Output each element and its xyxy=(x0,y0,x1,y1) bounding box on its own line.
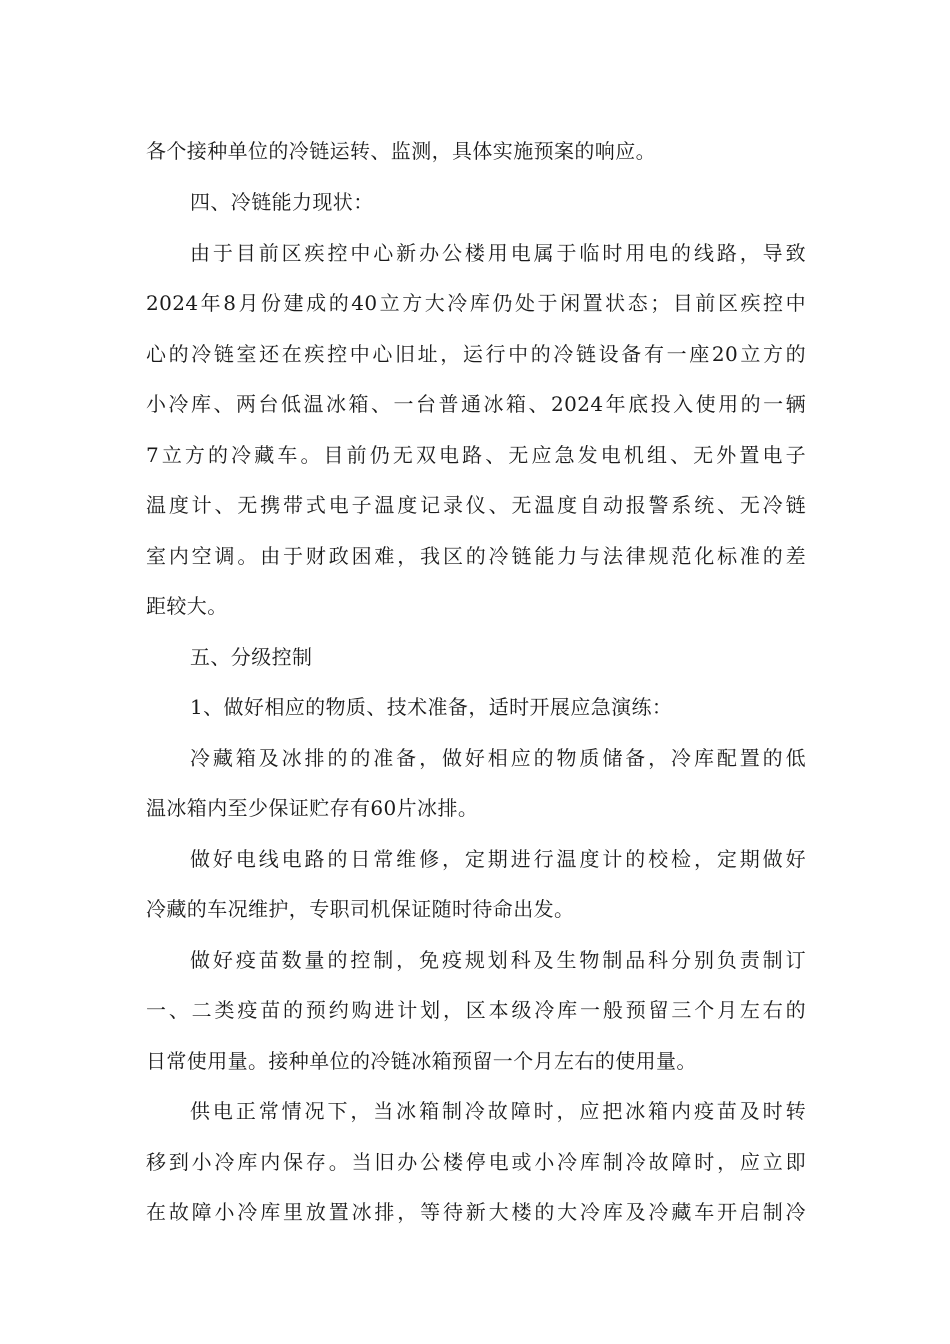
paragraph-line: 日常使用量。接种单位的冷链冰箱预留一个月左右的使用量。 xyxy=(146,1049,697,1073)
paragraph-line: 做好疫苗数量的控制，免疫规划科及生物制品科分别负责制订 xyxy=(190,948,806,972)
paragraph-line: 各个接种单位的冷链运转、监测，具体实施预案的响应。 xyxy=(146,139,656,163)
paragraph-line: 移到小冷库内保存。当旧办公楼停电或小冷库制冷故障时，应立即 xyxy=(146,1150,806,1174)
subsection-heading-1: 1、做好相应的物质、技术准备，适时开展应急演练： xyxy=(190,695,673,719)
section-heading-5: 五、分级控制 xyxy=(190,645,313,669)
paragraph-line: 室内空调。由于财政困难，我区的冷链能力与法律规范化标准的差 xyxy=(146,544,806,568)
paragraph-line: 心的冷链室还在疾控中心旧址，运行中的冷链设备有一座20立方的 xyxy=(146,342,806,366)
paragraph-line: 冷藏的车况维护，专职司机保证随时待命出发。 xyxy=(146,897,575,921)
paragraph-line: 2024年8月份建成的40立方大冷库仍处于闲置状态；目前区疾控中 xyxy=(146,291,806,315)
paragraph-line: 7立方的冷藏车。目前仍无双电路、无应急发电机组、无外置电子 xyxy=(146,443,806,467)
paragraph-line: 距较大。 xyxy=(146,594,228,618)
paragraph-line: 一、二类疫苗的预约购进计划，区本级冷库一般预留三个月左右的 xyxy=(146,998,806,1022)
paragraph-line: 做好电线电路的日常维修，定期进行温度计的校检，定期做好 xyxy=(190,847,806,871)
paragraph-line: 供电正常情况下，当冰箱制冷故障时，应把冰箱内疫苗及时转 xyxy=(190,1099,806,1123)
paragraph-line: 由于目前区疾控中心新办公楼用电属于临时用电的线路，导致 xyxy=(190,241,806,265)
paragraph-line: 冷藏箱及冰排的的准备，做好相应的物质储备，冷库配置的低 xyxy=(190,746,806,770)
paragraph-line: 温度计、无携带式电子温度记录仪、无温度自动报警系统、无冷链 xyxy=(146,493,806,517)
paragraph-line: 在故障小冷库里放置冰排，等待新大楼的大冷库及冷藏车开启制冷 xyxy=(146,1200,806,1224)
paragraph-line: 温冰箱内至少保证贮存有60片冰排。 xyxy=(146,796,479,820)
paragraph-line: 小冷库、两台低温冰箱、一台普通冰箱、2024年底投入使用的一辆 xyxy=(146,392,806,416)
section-heading-4: 四、冷链能力现状： xyxy=(190,190,374,214)
